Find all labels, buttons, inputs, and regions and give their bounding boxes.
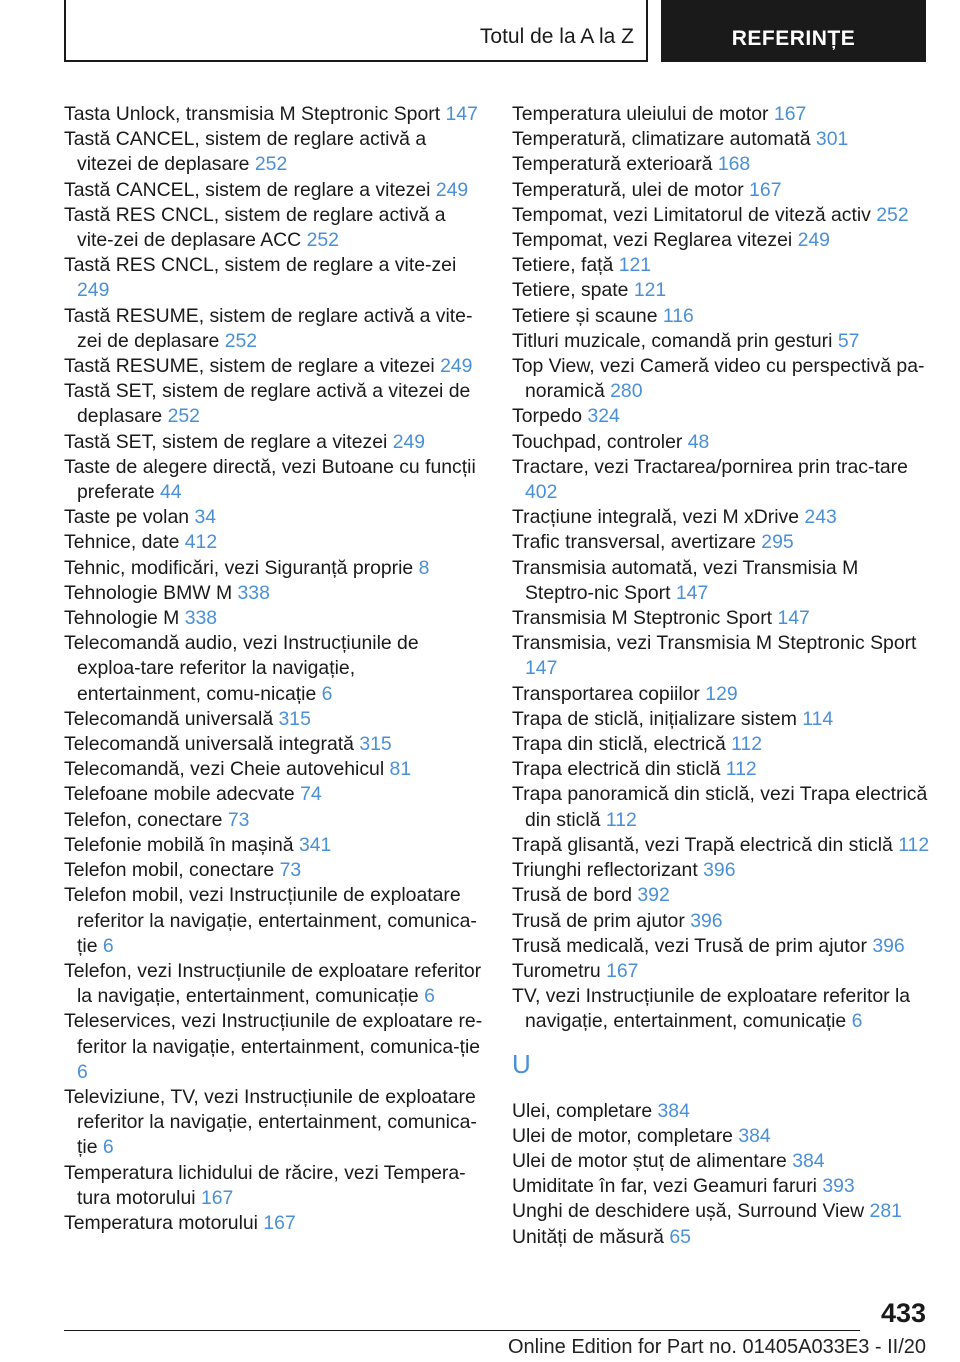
entry-text: Temperatură, climatizare automată	[512, 128, 811, 151]
chapter-title: REFERINȚE	[731, 27, 856, 50]
index-entry	[512, 606, 932, 631]
page-link[interactable]: 112	[898, 833, 930, 856]
page-link[interactable]: 249	[797, 229, 830, 252]
index-entry	[512, 934, 932, 959]
index-entry	[64, 1085, 484, 1161]
entry-text: Telecomandă universală	[64, 707, 274, 730]
index-entry	[64, 833, 484, 858]
page-link[interactable]: 252	[254, 153, 288, 176]
entry-text: Trafic transversal, avertizare	[512, 531, 756, 554]
page-link[interactable]: 393	[822, 1175, 855, 1198]
entry-text: Transmisia, vezi Transmisia M Steptronic Sport	[512, 632, 917, 655]
entry-text: Trapa electrică din sticlă	[512, 758, 721, 781]
entry-text: Unități de măsură	[512, 1225, 664, 1248]
index-entry	[512, 253, 932, 278]
entry-text: Teleservices, vezi Instrucțiunile de exploatare re‐feritor la navigație, entertainment, comunica‐ție	[64, 1010, 483, 1058]
page-link[interactable]: 338	[184, 607, 218, 630]
page-link[interactable]: 249	[440, 355, 473, 378]
index-entry	[512, 707, 932, 732]
section-letter: U	[512, 1048, 531, 1079]
page-link[interactable]: 280	[610, 380, 643, 403]
entry-text: Trapa de sticlă, inițializare sistem	[512, 707, 797, 730]
footer-divider	[64, 1330, 860, 1331]
page-link[interactable]: 315	[278, 707, 311, 730]
index-entry	[512, 833, 932, 858]
entry-text: Temperatura lichidului de răcire, vezi Tempera‐tura motorului	[64, 1161, 466, 1209]
index-entry	[512, 732, 932, 757]
page-link[interactable]: 295	[761, 531, 794, 554]
entry-text: Taste pe volan	[64, 506, 190, 529]
index-entry	[512, 228, 932, 253]
entry-text: Tastă CANCEL, sistem de reglare activă a vitezei de deplasare	[64, 128, 427, 176]
index-entry	[512, 329, 932, 354]
page-link[interactable]: 6	[102, 934, 114, 957]
page-link[interactable]: 147	[445, 103, 478, 125]
page-link[interactable]: 57	[837, 329, 860, 352]
page-link[interactable]: 324	[587, 405, 620, 428]
index-entry	[64, 354, 484, 379]
page-link[interactable]: 6	[77, 1060, 88, 1083]
index-entry	[512, 178, 932, 203]
entry-text: Tehnologie BMW M	[64, 581, 233, 604]
index-entry	[512, 278, 932, 303]
entry-text: Ulei, completare	[512, 1099, 653, 1122]
index-entry	[64, 455, 484, 505]
index-entry	[512, 1124, 932, 1149]
entry-text: Tastă CANCEL, sistem de reglare a vitezei	[64, 178, 431, 201]
index-entry	[64, 808, 484, 833]
index-entry	[64, 178, 484, 203]
index-entry	[512, 757, 932, 782]
entry-text: Tastă RES CNCL, sistem de reglare activă a vite‐zei de deplasare ACC	[64, 203, 446, 252]
entry-text: Taste de alegere directă, vezi Butoane cu funcții preferate	[64, 455, 476, 504]
entry-text: Ulei de motor, completare	[512, 1124, 733, 1147]
index-entry	[64, 631, 484, 707]
entry-text: Telefonie mobilă în mașină	[64, 833, 294, 856]
entry-text: Telefon mobil, conectare	[64, 859, 275, 882]
entry-text: Transmisia automată, vezi Transmisia M Steptro‐nic Sport	[512, 556, 859, 604]
index-entry	[512, 203, 932, 228]
index-entry	[64, 606, 484, 631]
entry-text: Temperatura uleiului de motor	[512, 103, 769, 125]
index-entry	[512, 304, 932, 329]
index-entry	[64, 102, 484, 127]
entry-text: Touchpad, controler	[512, 430, 683, 453]
page-link[interactable]: 341	[298, 833, 332, 856]
index-entry	[64, 581, 484, 606]
index-entry	[64, 505, 484, 530]
page-link[interactable]: 252	[306, 229, 339, 252]
index-entry	[512, 858, 932, 883]
page-number: 433	[880, 1298, 926, 1328]
entry-text: Telecomandă universală integrată	[64, 733, 354, 756]
entry-text: Telecomandă, vezi Cheie autovehicul	[64, 758, 385, 781]
index-entry	[64, 883, 484, 959]
entry-text: Tetiere și scaune	[512, 304, 658, 327]
entry-text: Tempomat, vezi Reglarea vitezei	[512, 229, 793, 252]
index-entry	[64, 203, 484, 253]
index-entry	[512, 1225, 932, 1250]
entry-text: Triunghi reflectorizant	[512, 859, 698, 882]
index-entry	[512, 959, 932, 984]
page-link[interactable]: 384	[792, 1149, 825, 1172]
index-entry	[64, 253, 484, 303]
index-entry	[64, 707, 484, 732]
page-link[interactable]: 249	[435, 178, 469, 201]
index-entry	[64, 379, 484, 429]
page-link[interactable]: 396	[872, 934, 905, 957]
page-link[interactable]: 252	[876, 203, 909, 226]
index-entry	[512, 354, 932, 404]
index-entry	[512, 631, 932, 681]
entry-text: Tetiere, față	[512, 254, 614, 277]
page-link[interactable]: 6	[102, 1136, 114, 1159]
page-link[interactable]: 392	[637, 884, 670, 907]
page-link[interactable]: 396	[690, 909, 723, 932]
page-link[interactable]: 129	[705, 682, 738, 705]
index-entry	[512, 682, 932, 707]
entry-text: Tastă SET, sistem de reglare activă a vitezei de deplasare	[64, 380, 471, 428]
index-entry	[512, 127, 932, 152]
entry-text: TV, vezi Instrucțiunile de exploatare referitor la navigație, entertainment, comunicație	[512, 985, 911, 1033]
index-entry	[512, 1199, 932, 1224]
page-link[interactable]: 112	[725, 758, 757, 781]
index-entry	[64, 556, 484, 581]
entry-text: Trusă de prim ajutor	[512, 909, 685, 932]
page-link[interactable]: 167	[200, 1186, 234, 1209]
page-link[interactable]: 396	[703, 859, 736, 882]
index-entry	[512, 404, 932, 429]
entry-text: Tastă RESUME, sistem de reglare a vitezei	[64, 355, 435, 378]
index-column-left	[64, 102, 484, 1236]
page-link[interactable]: 44	[160, 481, 182, 504]
page-link[interactable]: 8	[418, 556, 430, 579]
page-link[interactable]: 121	[618, 254, 652, 277]
page-link[interactable]: 6	[851, 1010, 863, 1033]
page-link[interactable]: 281	[869, 1200, 902, 1223]
index-entry	[512, 1099, 932, 1124]
page-link[interactable]: 112	[605, 808, 637, 831]
entry-text: Tastă RES CNCL, sistem de reglare a vite‐zei	[64, 254, 457, 277]
page-link[interactable]: 147	[525, 657, 558, 680]
page-link[interactable]: 112	[731, 733, 763, 756]
entry-text: Titluri muzicale, comandă prin gesturi	[512, 329, 833, 352]
entry-text: Tempomat, vezi Limitatorul de viteză activ	[512, 203, 871, 226]
entry-text: Ulei de motor ștuț de alimentare	[512, 1149, 787, 1172]
index-entry	[512, 102, 932, 127]
index-entry	[512, 883, 932, 908]
index-entry	[512, 1174, 932, 1199]
page-header	[64, 0, 926, 66]
page-link[interactable]: 48	[687, 430, 710, 453]
index-column-right	[512, 102, 932, 1250]
entry-text: Tehnic, modificări, vezi Siguranță proprie	[64, 556, 414, 579]
page-link[interactable]: 167	[263, 1211, 296, 1234]
page-link[interactable]: 6	[321, 682, 333, 705]
entry-text: Tasta Unlock, transmisia M Steptronic Sport	[64, 103, 441, 125]
index-entry	[512, 556, 932, 606]
section-title: Totul de la A la Z	[479, 25, 634, 48]
page-link[interactable]: 6	[424, 985, 435, 1008]
entry-text: Tastă SET, sistem de reglare a vitezei	[64, 430, 388, 453]
entry-text: Tehnice, date	[64, 531, 180, 554]
entry-text: Transportarea copiilor	[512, 682, 700, 705]
page-link[interactable]: 147	[675, 581, 709, 604]
page-link[interactable]: 121	[633, 279, 667, 302]
index-entry	[512, 152, 932, 177]
page-link[interactable]: 73	[227, 808, 250, 831]
page-link[interactable]: 301	[815, 128, 849, 151]
index-entry	[64, 1211, 484, 1236]
page-link[interactable]: 402	[525, 481, 558, 504]
index-entry	[64, 959, 484, 1009]
page-link[interactable]: 114	[802, 707, 834, 730]
entry-text: Telecomandă audio, vezi Instrucțiunile de exploa‐tare referitor la navigație, entertainment, comu‐nicație	[64, 632, 419, 705]
index-entry	[512, 455, 932, 505]
entry-text: Turometru	[512, 959, 601, 982]
entry-text: Tetiere, spate	[512, 279, 629, 302]
index-entry	[512, 430, 932, 455]
entry-text: Trusă de bord	[512, 884, 632, 907]
page-link[interactable]: 147	[777, 607, 810, 630]
page-link[interactable]: 338	[237, 581, 270, 604]
chapter-tab	[661, 0, 926, 62]
page-link[interactable]: 249	[392, 430, 426, 453]
index-entry	[64, 858, 484, 883]
page-link[interactable]: 243	[804, 506, 837, 529]
entry-text: Tehnologie M	[64, 607, 180, 630]
page-link[interactable]: 73	[279, 859, 302, 882]
page-link[interactable]: 384	[738, 1124, 771, 1147]
entry-text: Transmisia M Steptronic Sport	[512, 607, 773, 630]
entry-text: Torpedo	[512, 405, 583, 428]
entry-text: Trapa din sticlă, electrică	[512, 733, 726, 756]
entry-text: Tractare, vezi Tractarea/pornirea prin trac‐tare	[512, 455, 908, 478]
index-entry	[512, 909, 932, 934]
index-entry	[512, 984, 932, 1034]
page-link[interactable]: 167	[606, 959, 639, 982]
page-link[interactable]: 116	[662, 304, 694, 327]
index-entry	[64, 127, 484, 177]
page-link[interactable]: 252	[224, 329, 258, 352]
footer-text: Online Edition for Part no. 01405A033E3 - II/20	[507, 1336, 926, 1358]
index-entry	[512, 782, 932, 832]
section-tab	[64, 0, 648, 62]
entry-text: Televiziune, TV, vezi Instrucțiunile de exploatare referitor la navigație, entertainment, comunica‐ție	[64, 1085, 477, 1159]
index-entry	[64, 430, 484, 455]
page-link[interactable]: 34	[194, 506, 217, 529]
entry-text: Tastă RESUME, sistem de reglare activă a vite‐zei de deplasare	[64, 304, 473, 352]
entry-text: Unghi de deschidere ușă, Surround View	[512, 1200, 865, 1223]
entry-text: Trapă glisantă, vezi Trapă electrică din sticlă	[512, 833, 893, 856]
index-entry	[64, 732, 484, 757]
index-entry	[512, 530, 932, 555]
page-link[interactable]: 252	[167, 405, 200, 428]
index-entry	[64, 782, 484, 807]
entry-text: Top View, vezi Cameră video cu perspectivă pa‐noramică	[512, 355, 925, 403]
entry-text: Umiditate în far, vezi Geamuri faruri	[512, 1175, 817, 1198]
entry-text: Temperatură exterioară	[512, 153, 713, 176]
page-link[interactable]: 65	[669, 1225, 691, 1248]
entry-text: Tracțiune integrală, vezi M xDrive	[512, 506, 800, 529]
entry-text: Telefon, conectare	[64, 808, 223, 831]
page-link[interactable]: 412	[184, 531, 218, 554]
entry-text: Telefoane mobile adecvate	[64, 783, 295, 806]
page-link[interactable]: 168	[717, 153, 751, 176]
entry-text: Trapa panoramică din sticlă, vezi Trapa electrică din sticlă	[512, 783, 928, 831]
page-link[interactable]: 249	[77, 279, 110, 302]
entry-text: Telefon, vezi Instrucțiunile de exploatare referitor la navigație, entertainment, comunicație	[64, 959, 482, 1008]
page-link[interactable]: 384	[657, 1099, 690, 1122]
index-entry	[64, 1009, 484, 1085]
page-link[interactable]: 167	[773, 103, 807, 125]
index-entry	[64, 757, 484, 782]
entry-text: Trusă medicală, vezi Trusă de prim ajutor	[512, 934, 867, 957]
index-entry	[512, 1149, 932, 1174]
index-entry	[512, 505, 932, 530]
page-link[interactable]: 315	[359, 733, 392, 756]
entry-text: Temperatura motorului	[64, 1211, 258, 1234]
entry-text: Temperatură, ulei de motor	[512, 178, 744, 201]
page-link[interactable]: 74	[300, 783, 322, 806]
index-entry	[64, 1161, 484, 1211]
index-entry	[64, 530, 484, 555]
page-link[interactable]: 167	[749, 178, 782, 201]
entry-text: Telefon mobil, vezi Instrucțiunile de exploatare referitor la navigație, entertainment, comunica‐ție	[64, 884, 477, 957]
index-entry	[64, 304, 484, 354]
page-link[interactable]: 81	[389, 758, 412, 781]
